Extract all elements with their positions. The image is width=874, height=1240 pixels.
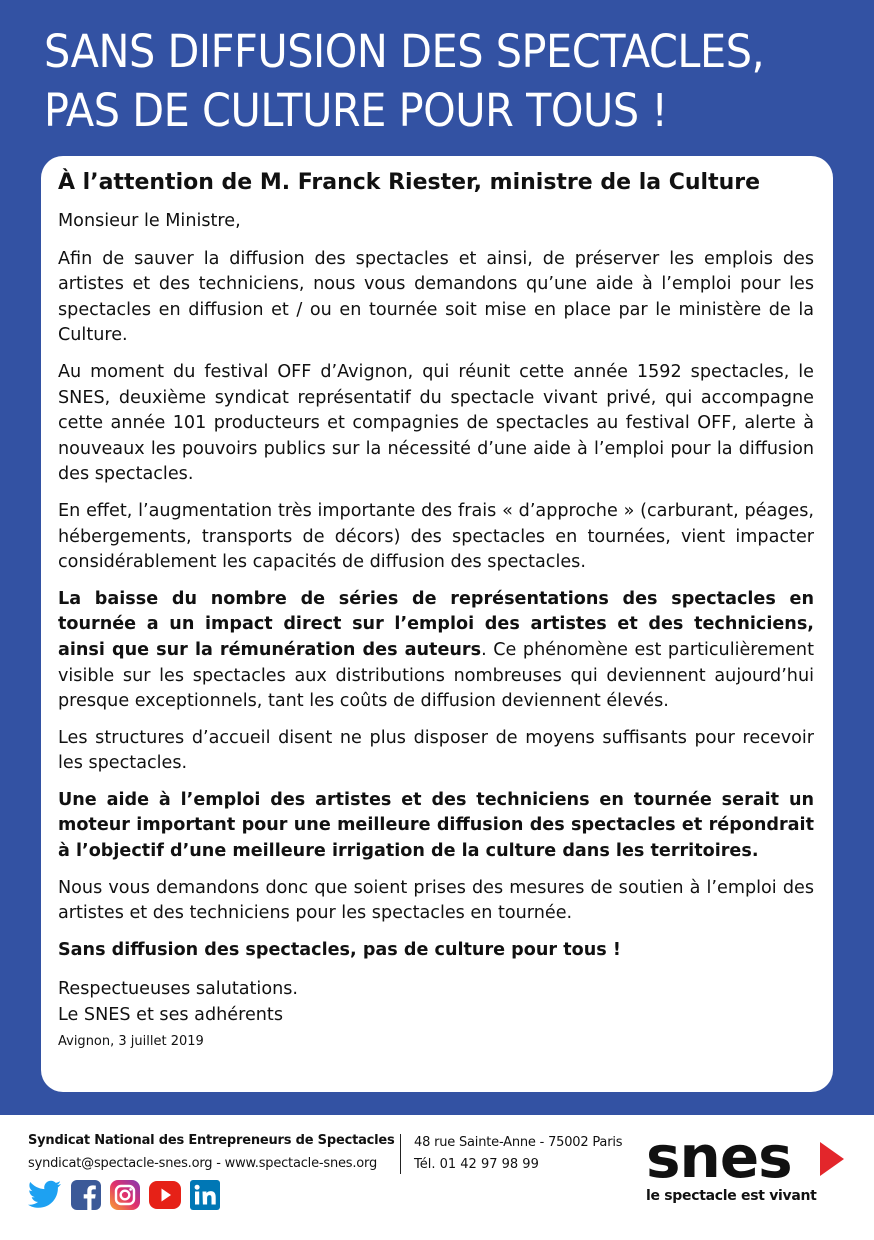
snes-logo <box>646 1123 856 1210</box>
twitter-icon[interactable] <box>28 1180 62 1210</box>
linkedin-icon[interactable] <box>190 1180 220 1210</box>
paragraph-8: Sans diffusion des spectacles, pas de culture pour tous ! <box>58 939 621 960</box>
paragraph-6: Une aide à l’emploi des artistes et des techniciens en tournée serait un moteur important pour une meilleure diffusion des spectacles et répondrait à l’objectif d’une meilleure irrigation de la culture dans les territoires. <box>58 789 814 862</box>
logo-tagline: le spectacle est vivant <box>646 1188 817 1204</box>
letter-addressee: À l’attention de M. Franck Riester, ministre de la Culture <box>58 170 761 195</box>
paragraph-1: Afin de sauver la diffusion des spectacles et ainsi, de préserver les emplois des artistes et des techniciens, nous vous demandons qu’une aide à l’emploi pour les spectacles en diffusion et / ou en tournée soit mise en place par le ministère de la Culture. <box>58 248 814 346</box>
letter-salutation: Monsieur le Ministre, <box>58 211 241 231</box>
youtube-icon[interactable] <box>149 1180 181 1210</box>
paragraph-4-bold: La baisse du nombre de séries de représentations des spectacles en tournée a un impact direct sur l’emploi des artistes et des techniciens, ainsi que sur la rémunération des auteurs <box>58 588 814 660</box>
logo-arrow-icon <box>820 1142 844 1176</box>
social-icons <box>28 1180 220 1210</box>
instagram-icon[interactable] <box>110 1180 140 1210</box>
footer-phone: Tél. 01 42 97 98 99 <box>414 1157 539 1172</box>
paragraph-4-rest: . Ce phénomène est particulièrement visible sur les spectacles aux distributions nombreuses qui deviennent aujourd’hui presque exceptionnels, tant les coûts de diffusion deviennent élevés. <box>58 639 814 712</box>
letter-body <box>58 166 814 1053</box>
footer-divider <box>400 1134 401 1174</box>
headline-line-2: PAS DE CULTURE POUR TOUS ! <box>44 84 668 137</box>
letter-date: Avignon, 3 juillet 2019 <box>58 1033 204 1049</box>
paragraph-5: Les structures d’accueil disent ne plus disposer de moyens suffisants pour recevoir les spectacles. <box>58 727 814 774</box>
letter-card <box>41 156 833 1092</box>
paragraph-2: Au moment du festival OFF d’Avignon, qui réunit cette année 1592 spectacles, le SNES, deuxième syndicat représentatif du spectacle vivant privé, qui accompagne cette année 101 producteurs et compagnies de spectacles au festival OFF, alerte à nouveaux les pouvoirs publics sur la nécessité d’une aide à l’emploi pour la diffusion des spectacles. <box>58 361 814 485</box>
footer-organization: Syndicat National des Entrepreneurs de Spectacles <box>28 1133 395 1148</box>
footer-contact[interactable]: syndicat@spectacle-snes.org - www.spectacle-snes.org <box>28 1156 378 1171</box>
logo-wordmark: snes <box>646 1123 792 1191</box>
closing-greeting: Respectueuses salutations. <box>58 979 298 1000</box>
closing-signature: Le SNES et ses adhérents <box>58 1005 283 1026</box>
footer-address: 48 rue Sainte-Anne - 75002 Paris <box>414 1135 623 1150</box>
facebook-icon[interactable] <box>71 1180 101 1210</box>
paragraph-3: En effet, l’augmentation très importante des frais « d’approche » (carburant, péages, hébergements, transports de décors) des spectacles en tournées, vient impacter considérablement les capacités de diffusion des spectacles. <box>58 500 814 573</box>
paragraph-7: Nous vous demandons donc que soient prises des mesures de soutien à l’emploi des artistes et des techniciens pour les spectacles en tournée. <box>58 877 814 924</box>
paragraph-4 <box>58 587 814 715</box>
headline-line-1: SANS DIFFUSION DES SPECTACLES, <box>44 25 765 78</box>
headline <box>44 22 780 140</box>
